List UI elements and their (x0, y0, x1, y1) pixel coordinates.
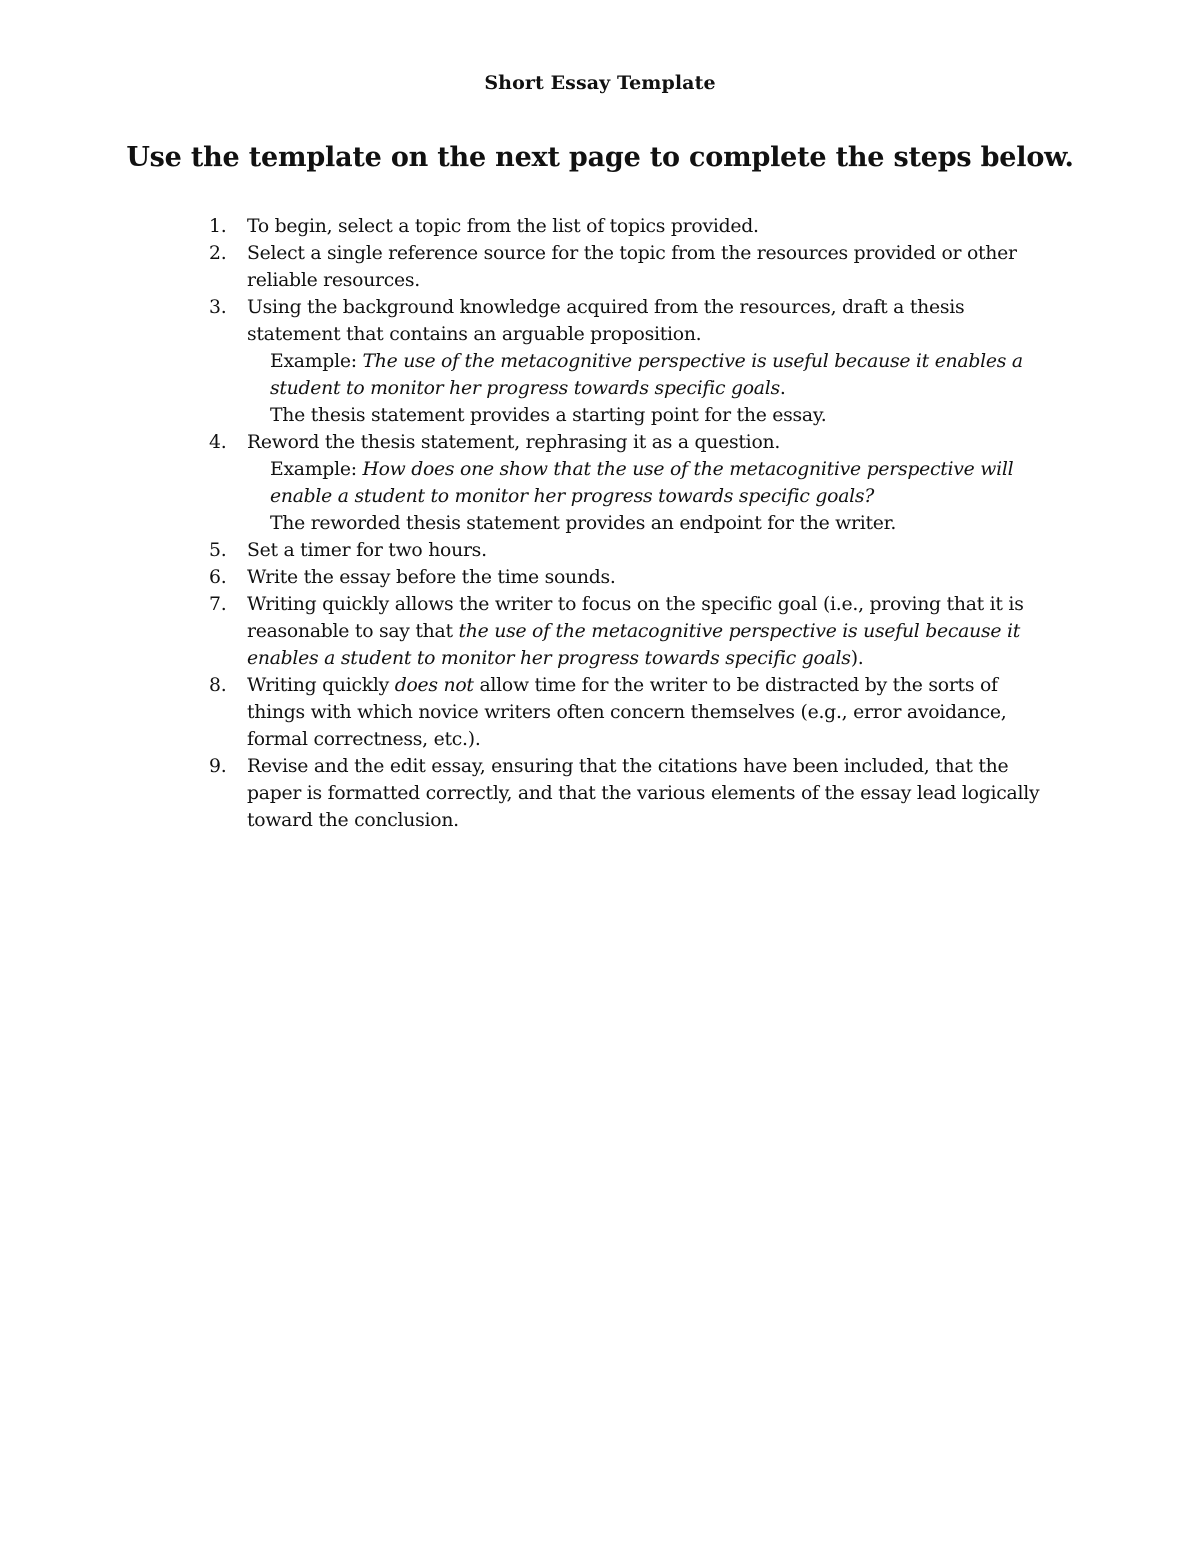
step-text: Reword the thesis statement, rephrasing it as a question. (247, 432, 781, 453)
list-item (200, 537, 1040, 564)
steps-list (200, 213, 1040, 834)
list-item (200, 294, 1040, 348)
step-number: 6. (209, 567, 227, 588)
example-text: How does one show that the use of the metacognitive perspective will enable a student to monitor her progress towards specific goals? (270, 459, 1014, 507)
step-tail: allow time for the writer to be distracted by the sorts of things with which novice writers often concern themselves (e.g., error avoidance, formal correctness, etc.). (247, 675, 1007, 750)
step-number: 4. (209, 432, 227, 453)
example-label: Example: (270, 459, 363, 480)
step-italic-text: does not (394, 675, 474, 696)
step-number: 8. (209, 675, 227, 696)
step-text: Write the essay before the time sounds. (247, 567, 616, 588)
step-text: Using the background knowledge acquired from the resources, draft a thesis statement that contains an arguable proposition. (247, 297, 965, 345)
step-number: 1. (209, 216, 227, 237)
example-text: The use of the metacognitive perspective is useful because it enables a student to monitor her progress towards specific goals (270, 351, 1023, 399)
sub-list-item (200, 402, 1040, 429)
step-number: 3. (209, 297, 227, 318)
step-italic-text: the use of the metacognitive perspective is useful because it enables a student to monitor her progress towards specific goals (247, 621, 1020, 669)
list-item (200, 429, 1040, 456)
sub-text: The reworded thesis statement provides an endpoint for the writer. (270, 513, 897, 534)
step-text: To begin, select a topic from the list of topics provided. (247, 216, 759, 237)
step-text: Writing quickly allows the writer to focus on the specific goal (i.e., proving that it is reasonable to say that (247, 594, 1024, 642)
step-number: 5. (209, 540, 227, 561)
step-tail: ). (850, 648, 864, 669)
step-text: Revise and the edit essay, ensuring that the citations have been included, that the paper is formatted correctly, and that the various elements of the essay lead logically toward the conclusion. (247, 756, 1040, 831)
step-text: Writing quickly (247, 675, 395, 696)
sub-list-item (200, 456, 1040, 510)
list-item (200, 672, 1040, 753)
list-item (200, 213, 1040, 240)
step-number: 9. (209, 756, 227, 777)
list-item (200, 753, 1040, 834)
sub-list-item (200, 510, 1040, 537)
example-label: Example: (270, 351, 363, 372)
step-number: 7. (209, 594, 227, 615)
step-text: Set a timer for two hours. (247, 540, 487, 561)
document-title: Short Essay Template (484, 72, 716, 94)
list-item (200, 240, 1040, 294)
sub-text: The thesis statement provides a starting point for the essay. (270, 405, 827, 426)
list-item (200, 591, 1040, 672)
step-number: 2. (209, 243, 227, 264)
instructions-heading: Use the template on the next page to complete the steps below. (126, 142, 1074, 173)
sub-list-item (200, 348, 1040, 402)
list-item (200, 564, 1040, 591)
step-text: Select a single reference source for the topic from the resources provided or other reliable resources. (247, 243, 1017, 291)
example-tail: . (779, 378, 786, 399)
